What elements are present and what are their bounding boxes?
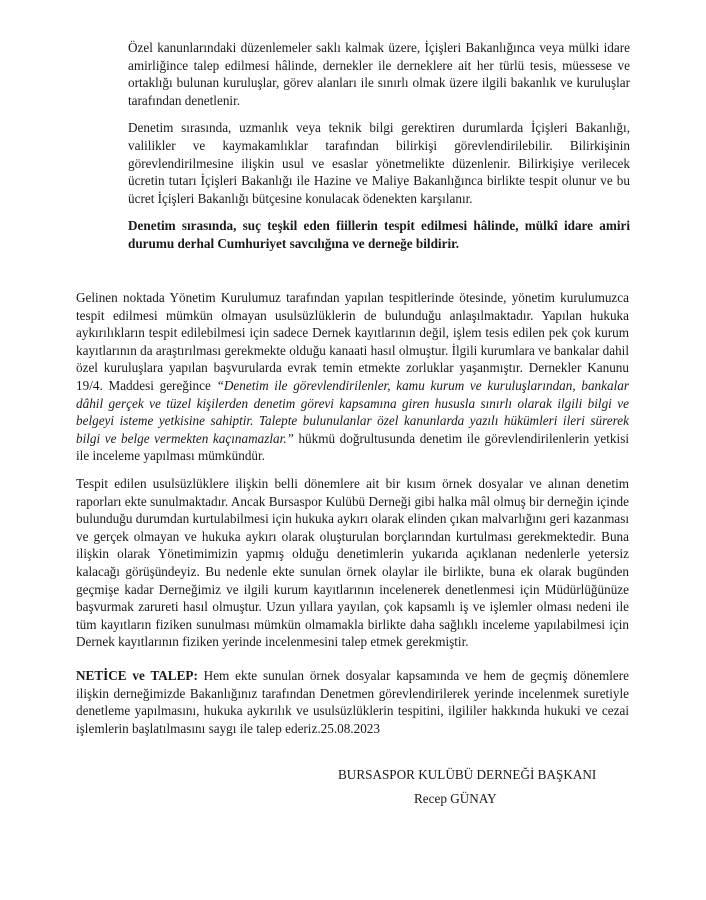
quote-paragraph-2: Denetim sırasında, uzmanlık veya teknik bilgi gerektiren durumlarda İçişleri Bakanlığı, valilikler ve kaymakamlıklar tarafından bilirkişi görevlendirilebilir. Bilirkişinin görevlendirilmesine ilişkin usul ve esaslar yönetmelikte düzenlenir. Bilirkişiye verilecek ücretin tutarı İçişleri Bakanlığı ile Hazine ve Maliye Bakanlığınca birlikte tespit olunur ve bu ücret İçişleri Bakanlığı bütçesine konulacak ödenekten karşılanır. [128,120,630,206]
signature-title: BURSASPOR KULÜBÜ DERNEĞİ BAŞKANI [338,767,597,782]
body-section [76,289,629,661]
quote-bold-paragraph: Denetim sırasında, suç teşkil eden fiillerin tespit edilmesi hâlinde, mülkî idare amiri durumu derhal Cumhuriyet savcılığına ve derneğe bildirir. [128,218,630,251]
signature-block [338,766,638,807]
quote-paragraph-1: Özel kanunlarındaki düzenlemeler saklı kalmak üzere, İçişleri Bakanlığınca veya mülki idare amirliğince talep edilmesi hâlinde, dernekler ile derneklere ait her türlü tesis, müessese ve ortaklığı bulunan kuruluşlar, görev alanları ile sınırlı olmak üzere ilgili bakanlık ve kuruluşlar tarafından denetlenir. [128,40,630,108]
conclusion-paragraph [76,667,629,737]
body-paragraph-1-intro: Gelinen noktada Yönetim Kurulumuz tarafından yapılan tespitlerinde ötesinde, yönetim kurulumuzca tespit edilmesi mümkün olmayan usulsüzlüklerin de bulunduğu anlaşılmaktadır. Yapılan hukuka aykırılıkların tespit edilebilmesi için sadece Dernek kayıtlarının değil, işlem tesis edilen pek çok kurum kayıtlarının da araştırılması gerekmekte olduğu kanaati hasıl olmuştur. İlgili kurumlara ve bankalar dahil özel kuruluşlara yapılan başvurularda evrak temin etmekte zorluklar yaşanmıştır. Dernekler Kanunu 19/4. Maddesi gereğince [76,290,629,393]
body-paragraph-1-end: hükmü doğrultusunda denetim ile görevlendirilenlerin yetkisi ile inceleme yapılması mümkündür. [76,430,629,464]
body-paragraph-1 [76,289,629,465]
law-article-quote: “Denetim ile görevlendirilenler, kamu kurum ve kuruluşlarından, bankalar dâhil gerçek ve tüzel kişilerden denetim görevi kapsamına giren hususla sınırlı olarak ilgili bilgi ve belgeyi isteme yetkisine sahiptir. Talepte bulunulanlar özel kanunlarda yazılı hükümleri ileri sürerek bilgi ve belge vermekten kaçınamazlar.” [76,377,629,446]
conclusion-text: Hem ekte sunulan örnek dosyalar kapsamında ve hem de geçmiş dönemlere ilişkin derneğimizde Bakanlığınız tarafından Denetmen görevlendirilerek yerinde incelenmek suretiyle denetleme yapılmasını, hukuka aykırılık ve usulsüzlüklerin tespitini, ilgililer hakkında hukuki ve cezai işlemlerin başlatılmasını saygı ile talep ederiz.25.08.2023 [76,668,630,736]
signature-name: Recep GÜNAY [414,790,497,806]
conclusion-heading: NETİCE ve TALEP: [76,668,198,683]
body-paragraph-2: Tespit edilen usulsüzlüklere ilişkin belli dönemlere ait bir kısım örnek dosyalar ve alınan denetim raporları ekte sunulmaktadır. Ancak Bursaspor Kulübü Derneği gibi halka mâl olmuş bir derneğin içinde bulunduğu durumdan kurtulabilmesi için hukuka aykırı olarak elinden çıkan malvarlığını geri kazanması ve gerçek olmayan ve hukuka aykırı olarak oluşturulan borçlarından kurtulması gerekmektedir. Buna ilişkin olarak Yönetimimizin yapmış olduğu denetimlerin yukarıda açıklanan nedenlerle yetersiz kalacağı görüşündeyiz. Bu nedenle ekte sunulan örnek olaylar ile birlikte, buna ek olarak bugünden geçmişe kadar Derneğimiz ve ilgili kurum kayıtlarının incelenerek denetlenmesi için Müdürlüğünüze başvurmak zarureti hasıl olmuştur. Uzun yıllara yayılan, çok kapsamlı iş ve işlemler olması nedeni ile tüm kayıtların fiziken sunulması mümkün olmamakla birlikte daha sağlıklı inceleme yapılabilmesi için Dernek kayıtlarının fiziken yerinde incelenmesini talep etmek gerekmiştir. [76,475,629,650]
law-quote-block [128,39,630,263]
